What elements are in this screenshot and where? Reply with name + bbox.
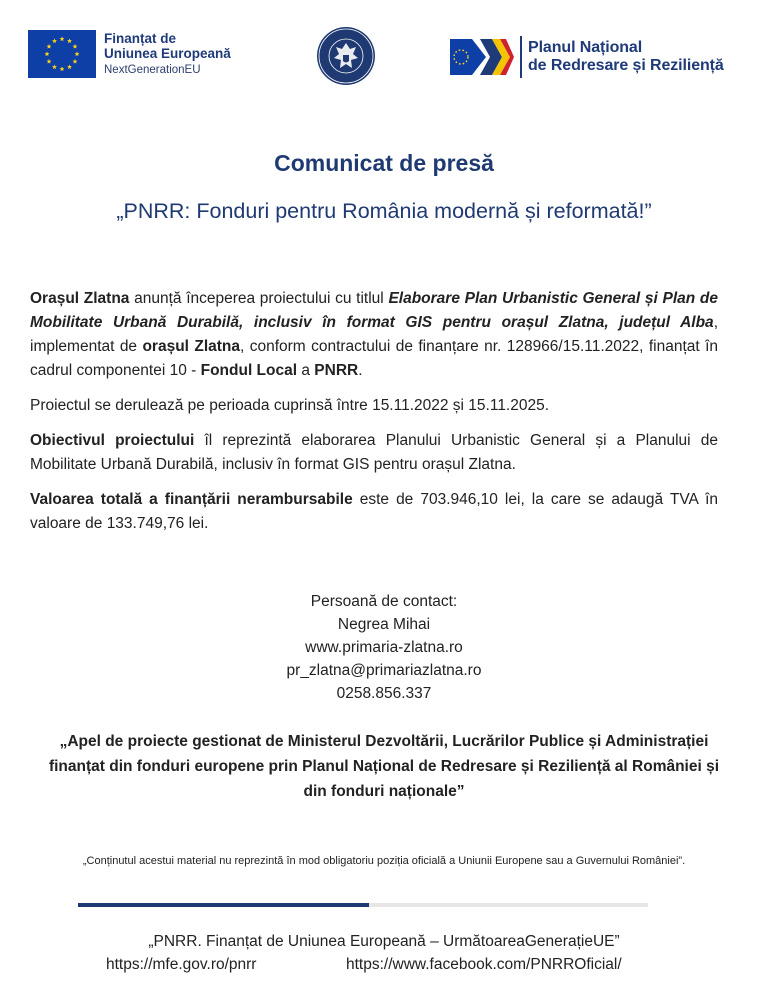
pnrr-logo-line2: de Redresare și Reziliență: [528, 57, 724, 74]
text: îl reprezintă elaborarea Planului Urbanistic General și a Planului de Mobilitate Urbană Durabilă, inclusiv în format GIS pentru orașul Zlatna.: [30, 432, 718, 473]
eu-star: [52, 64, 57, 69]
pnrr-logo-line1: Planul Național: [528, 39, 643, 57]
footer-link-mfe[interactable]: https://mfe.gov.ro/pnrr: [106, 956, 257, 973]
text: , implementat de: [30, 314, 718, 355]
eu-star: [60, 66, 65, 71]
funding-call-line3: din fonduri naționale”: [303, 783, 465, 800]
text-bold: Valoarea totală a finanțării nerambursabile: [30, 491, 353, 508]
contact-name: Negrea Mihai: [337, 616, 431, 633]
text: este de 703.946,10 lei, la care se adaugă TVA în valoare de 133.749,76 lei.: [30, 491, 718, 532]
text-bold: Orașul Zlatna: [30, 290, 130, 307]
eu-flag-icon: [28, 30, 96, 78]
eu-star: [52, 38, 57, 43]
eu-star: [73, 44, 78, 49]
contact-label: Persoană de contact:: [310, 593, 458, 610]
eu-funding-logo: [28, 30, 231, 78]
eu-star: [67, 64, 72, 69]
contact-website[interactable]: www.primaria-zlatna.ro: [305, 639, 463, 656]
eu-logo-line3: NextGenerationEU: [104, 63, 201, 76]
text-bold: Fondul Local: [200, 362, 298, 379]
eu-logo-line2: Uniunea Europeană: [104, 46, 231, 62]
footer-divider-fill: [78, 903, 369, 907]
paragraph-project-objective: [30, 429, 718, 477]
pnrr-logo: [450, 36, 724, 78]
eu-logo-line1: Finanțat de: [104, 30, 177, 46]
pnrr-logo-text: [528, 39, 724, 75]
contact-email[interactable]: pr_zlatna@primariazlatna.ro: [286, 662, 482, 679]
pnrr-flag-arrow-icon: [450, 37, 514, 77]
eu-logo-text: [104, 31, 231, 77]
eu-star: [73, 59, 78, 64]
text: .: [358, 362, 363, 379]
contact-block: [0, 590, 768, 705]
text-bold: PNRR: [314, 362, 359, 379]
footer-tagline: „PNRR. Finanțat de Uniunea Europeană – UrmătoareaGenerațieUE”: [148, 933, 620, 950]
paragraph-project-period: Proiectul se derulează pe perioada cuprinsă între 15.11.2022 și 15.11.2025.: [30, 397, 550, 414]
text-bold: orașul Zlatna: [142, 338, 241, 355]
footer-divider-bar: [78, 903, 648, 907]
funding-call-line2: finanțat din fonduri europene prin Planul Național de Redresare și Reziliență al României și: [48, 758, 720, 775]
page-subtitle: „PNRR: Fonduri pentru România modernă și reformată!”: [116, 199, 652, 223]
footer-link-facebook[interactable]: https://www.facebook.com/PNRROficial/: [346, 956, 622, 973]
paragraph-project-announcement: [30, 287, 718, 383]
eu-star: [60, 36, 65, 41]
contact-phone: 0258.856.337: [336, 685, 432, 702]
project-title: Elaborare Plan Urbanistic General și Plan de Mobilitate Urbană Durabilă, inclusiv în format GIS pentru orașul Zlatna, județul Alba: [30, 290, 718, 331]
paragraph-funding-value: [30, 488, 718, 536]
eu-star: [45, 51, 50, 56]
pnrr-logo-divider: [520, 36, 522, 78]
text: a: [297, 362, 315, 379]
eu-star: [47, 44, 52, 49]
eu-star: [67, 38, 72, 43]
page-title: Comunicat de presă: [274, 150, 494, 176]
funding-call-statement: [40, 729, 728, 804]
text: , conform contractului de finanțare nr. 128966/15.11.2022, finanțat în cadrul componentei 10 -: [30, 338, 719, 379]
funding-call-line1: „Apel de proiecte gestionat de Ministerul Dezvoltării, Lucrărilor Publice și Administrației: [59, 733, 709, 750]
eu-star: [75, 51, 80, 56]
government-seal-icon: [316, 26, 376, 86]
text-bold: Obiectivul proiectului: [30, 432, 195, 449]
eu-star: [47, 59, 52, 64]
disclaimer: „Conținutul acestui material nu reprezintă în mod obligatoriu poziția oficială a Uniunii Europene sau a Guvernului României”.: [82, 855, 686, 867]
press-release-body: [30, 287, 718, 547]
text: anunță începerea proiectului cu titlul: [129, 290, 389, 307]
